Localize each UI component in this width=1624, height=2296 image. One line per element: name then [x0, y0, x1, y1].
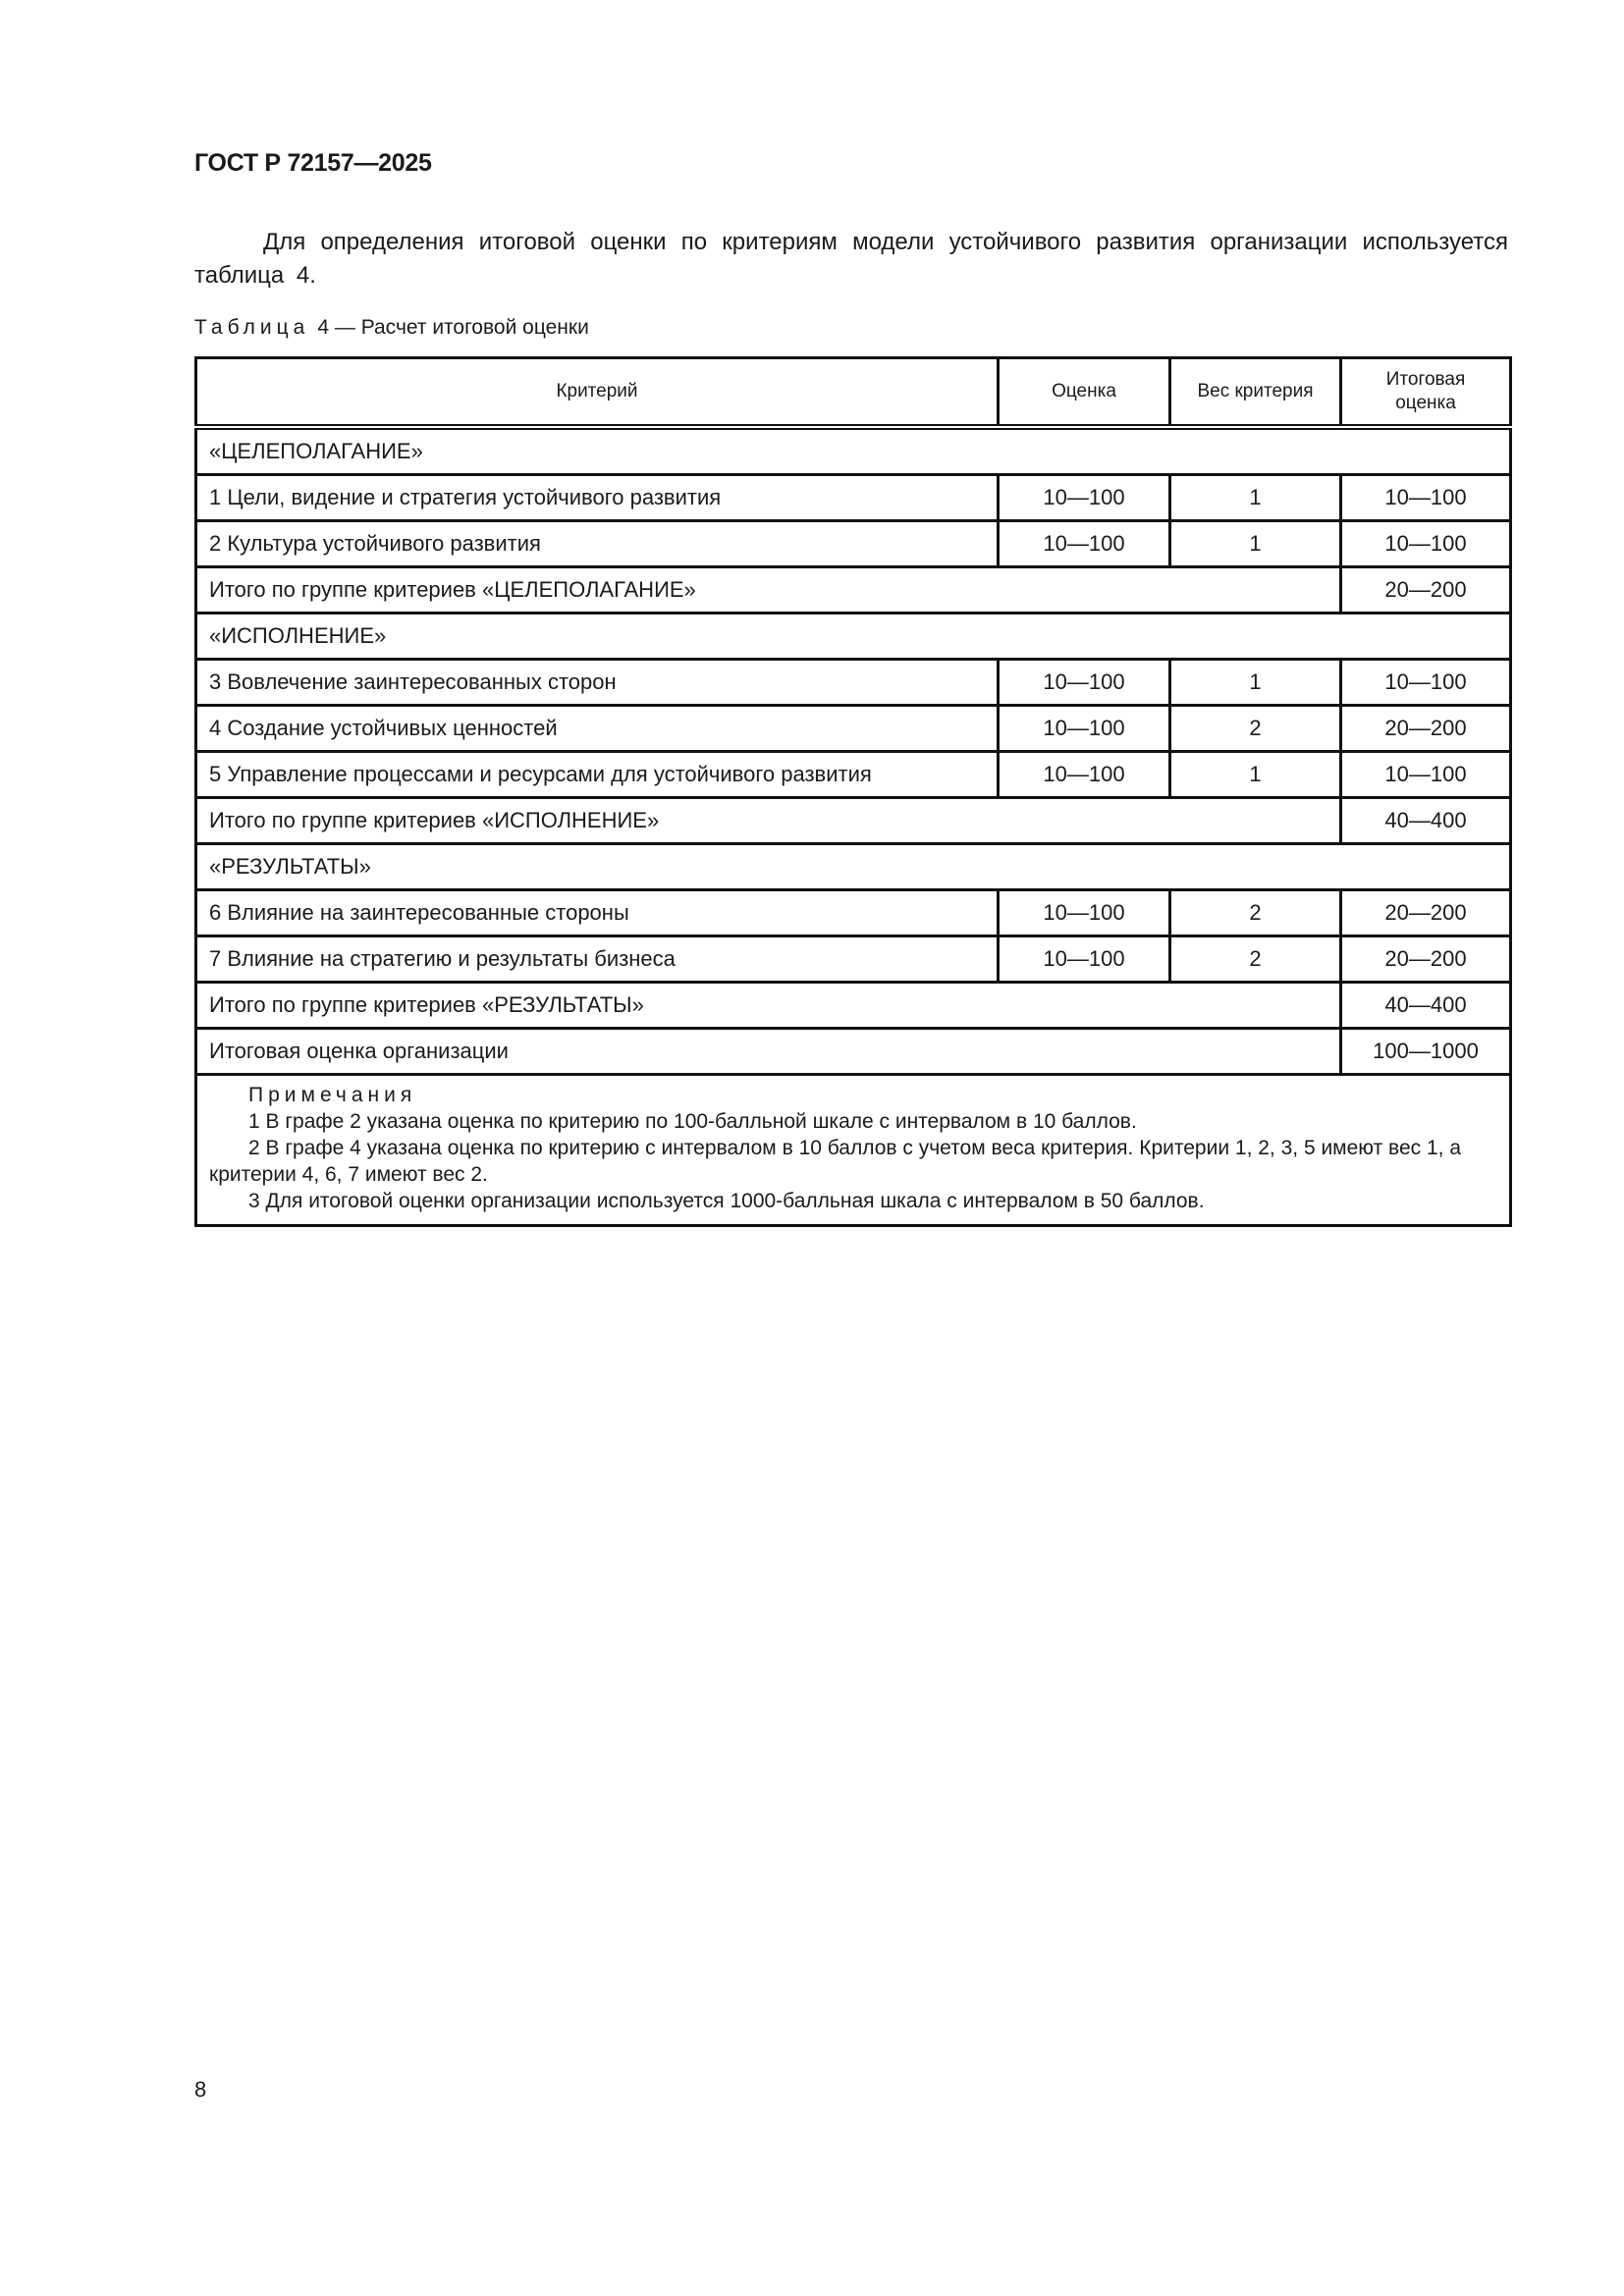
subtotal-value: 40—400: [1341, 983, 1511, 1029]
criterion-name: 2 Культура устойчивого развития: [196, 521, 999, 567]
group-label: «ЦЕЛЕПОЛАГАНИЕ»: [196, 427, 1511, 475]
criterion-total: 20—200: [1341, 706, 1511, 752]
criterion-score: 10—100: [999, 936, 1170, 983]
criterion-total: 10—100: [1341, 752, 1511, 798]
criterion-total: 10—100: [1341, 660, 1511, 706]
criterion-total: 10—100: [1341, 475, 1511, 521]
criterion-total: 20—200: [1341, 890, 1511, 936]
subtotal-row: [196, 1029, 1511, 1075]
subtotal-row: [196, 567, 1511, 614]
subtotal-label: Итого по группе критериев «ИСПОЛНЕНИЕ»: [196, 798, 1341, 844]
group-row: [196, 844, 1511, 890]
subtotal-label: Итого по группе критериев «РЕЗУЛЬТАТЫ»: [196, 983, 1341, 1029]
notes-heading: Примечания: [248, 1084, 417, 1106]
criterion-weight: 2: [1170, 706, 1341, 752]
criterion-score: 10—100: [999, 475, 1170, 521]
criterion-row: [196, 660, 1511, 706]
table-caption-text: 4 — Расчет итоговой оценки: [317, 316, 589, 339]
criterion-score: 10—100: [999, 706, 1170, 752]
criterion-weight: 1: [1170, 521, 1341, 567]
criterion-row: [196, 706, 1511, 752]
header-weight: Вес критерия: [1170, 358, 1341, 428]
criterion-score: 10—100: [999, 890, 1170, 936]
criterion-total: 20—200: [1341, 936, 1511, 983]
criterion-weight: 2: [1170, 890, 1341, 936]
header-score: Оценка: [999, 358, 1170, 428]
score-table: [194, 356, 1512, 1227]
table-caption-label: Таблица: [194, 316, 310, 339]
subtotal-value: 40—400: [1341, 798, 1511, 844]
notes-row: [196, 1075, 1511, 1226]
intro-paragraph: Для определения итоговой оценки по критериям модели устойчивого развития организации используется таблица 4.: [194, 229, 1508, 289]
table-header-row: [196, 358, 1511, 428]
note-item: 1 В графе 2 указана оценка по критерию по 100-балльной шкале с интервалом в 10 баллов.: [248, 1110, 1137, 1133]
criterion-weight: 1: [1170, 660, 1341, 706]
header-criterion: Критерий: [196, 358, 999, 428]
criterion-name: 3 Вовлечение заинтересованных сторон: [196, 660, 999, 706]
table-notes: [196, 1075, 1511, 1226]
criterion-score: 10—100: [999, 521, 1170, 567]
criterion-row: [196, 890, 1511, 936]
criterion-weight: 2: [1170, 936, 1341, 983]
header-total: Итоговая оценка: [1341, 358, 1511, 428]
criterion-weight: 1: [1170, 752, 1341, 798]
criterion-score: 10—100: [999, 752, 1170, 798]
criterion-row: [196, 936, 1511, 983]
page-number: 8: [194, 2077, 207, 2102]
subtotal-row: [196, 983, 1511, 1029]
criterion-weight: 1: [1170, 475, 1341, 521]
criterion-name: 6 Влияние на заинтересованные стороны: [196, 890, 999, 936]
document-id: ГОСТ Р 72157—2025: [194, 149, 432, 177]
criterion-name: 4 Создание устойчивых ценностей: [196, 706, 999, 752]
subtotal-row: [196, 798, 1511, 844]
note-item: 3 Для итоговой оценки организации используется 1000-балльная шкала с интервалом в 50 баллов.: [248, 1190, 1205, 1212]
subtotal-label: Итого по группе критериев «ЦЕЛЕПОЛАГАНИЕ»: [196, 567, 1341, 614]
criterion-row: [196, 521, 1511, 567]
group-label: «РЕЗУЛЬТАТЫ»: [196, 844, 1511, 890]
criterion-score: 10—100: [999, 660, 1170, 706]
criterion-row: [196, 475, 1511, 521]
subtotal-label: Итоговая оценка организации: [196, 1029, 1341, 1075]
group-label: «ИСПОЛНЕНИЕ»: [196, 614, 1511, 660]
criterion-total: 10—100: [1341, 521, 1511, 567]
group-row: [196, 614, 1511, 660]
table-caption: [194, 316, 589, 340]
group-row: [196, 427, 1511, 475]
criterion-row: [196, 752, 1511, 798]
subtotal-value: 100—1000: [1341, 1029, 1511, 1075]
note-item: 2 В графе 4 указана оценка по критерию с интервалом в 10 баллов с учетом веса критерия. Критерии 1, 2, 3, 5 имеют вес 1, а критерии 4, 6, 7 имеют вес 2.: [209, 1137, 1462, 1186]
subtotal-value: 20—200: [1341, 567, 1511, 614]
criterion-name: 5 Управление процессами и ресурсами для устойчивого развития: [196, 752, 999, 798]
criterion-name: 1 Цели, видение и стратегия устойчивого развития: [196, 475, 999, 521]
criterion-name: 7 Влияние на стратегию и результаты бизнеса: [196, 936, 999, 983]
